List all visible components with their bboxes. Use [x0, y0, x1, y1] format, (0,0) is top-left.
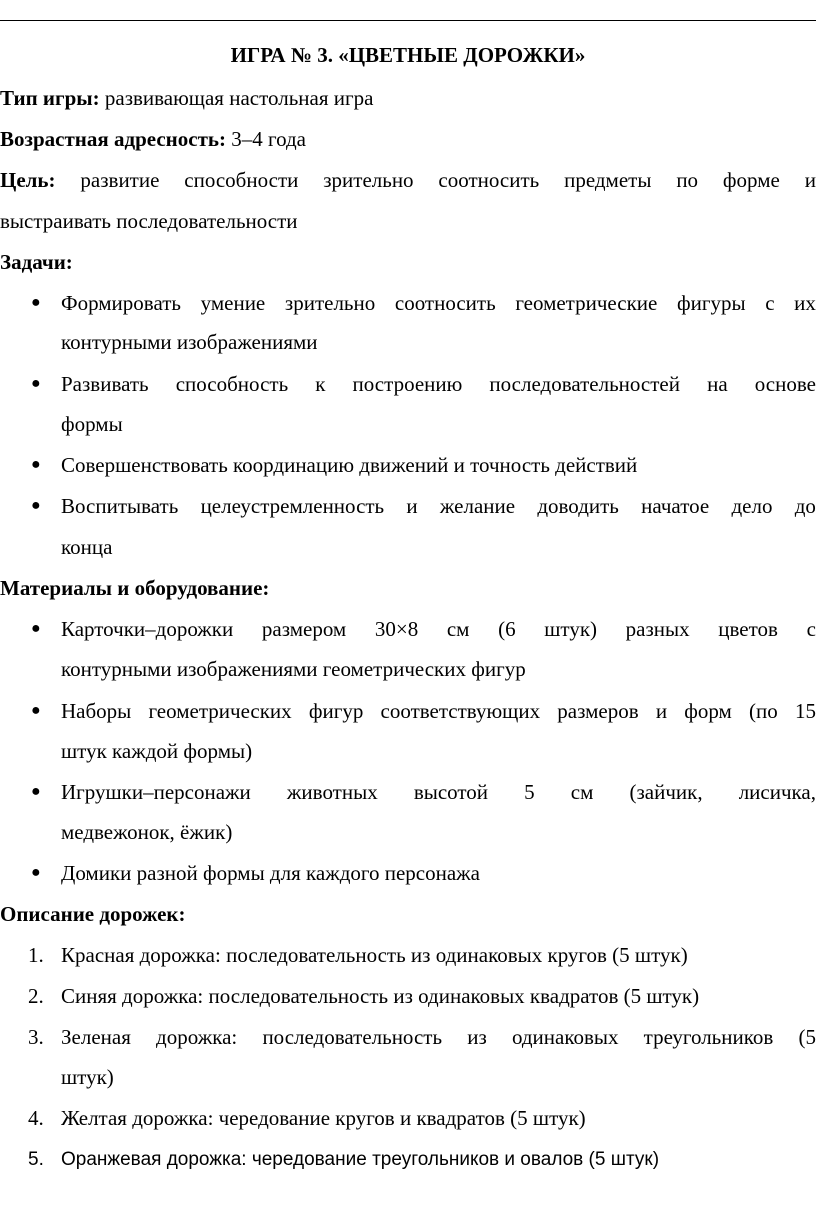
track-item-1: Красная дорожка: последовательность из одинаковых кругов (5 штук) [61, 943, 688, 967]
task-word: доводить [537, 494, 619, 518]
list-number: 3. [28, 1025, 44, 1049]
task-word: соотносить [394, 291, 496, 315]
material-word: 5 [524, 780, 535, 804]
material-item-2 [61, 698, 816, 724]
task-word: с [765, 291, 775, 315]
task-word: и [406, 494, 418, 518]
material-word: высотой [413, 780, 489, 804]
track-item-5: Оранжевая дорожка: чередование треугольников и овалов (5 штук) [61, 1149, 660, 1170]
goal-word: зрительно [323, 168, 414, 192]
task-word: их [794, 291, 816, 315]
age-line [0, 126, 306, 152]
material-word: форм [684, 699, 732, 723]
task-word: желание [439, 494, 516, 518]
material-word: 30×8 [374, 617, 419, 641]
goal-word: развитие [80, 168, 160, 192]
material-word: (по [749, 699, 778, 723]
bullet-icon: ● [31, 620, 41, 637]
task-word: Развивать [61, 372, 149, 396]
task-word: дело [731, 494, 773, 518]
material-word: 15 [794, 699, 816, 723]
goal-line [0, 167, 816, 193]
material-word: штук) [544, 617, 598, 641]
task-word: Воспитывать [61, 494, 179, 518]
bullet-icon: ● [31, 375, 41, 392]
task-word: последовательностей [489, 372, 680, 396]
material-word: размеров [557, 699, 639, 723]
goal-continuation: выстраивать последовательности [0, 209, 298, 233]
track-word: из [467, 1025, 487, 1049]
task-word: Формировать [61, 291, 181, 315]
material-word: (зайчик, [629, 780, 703, 804]
track-word: дорожка: [156, 1025, 238, 1049]
goal-word: способности [184, 168, 299, 192]
task-item-2-cont: формы [61, 412, 123, 436]
track-item-3 [61, 1024, 816, 1050]
material-word: с [806, 617, 816, 641]
material-word: лисичка, [738, 780, 816, 804]
material-word: животных [286, 780, 378, 804]
task-item-1-cont: контурными изображениями [61, 330, 318, 354]
task-word: основе [754, 372, 816, 396]
task-word: целеустремленность [200, 494, 385, 518]
task-item-4-cont: конца [61, 535, 113, 559]
material-word: геометрических [148, 699, 292, 723]
age-label: Возрастная адресность: [0, 127, 227, 151]
list-number: 2. [28, 984, 44, 1008]
material-word: Игрушки–персонажи [61, 780, 251, 804]
track-word: одинаковых [511, 1025, 619, 1049]
task-word: на [707, 372, 728, 396]
material-word: Карточки–дорожки [61, 617, 234, 641]
bullet-icon: ● [31, 294, 41, 311]
task-word: фигуры [676, 291, 746, 315]
track-word: треугольников [643, 1025, 774, 1049]
task-word: построению [352, 372, 463, 396]
material-item-3 [61, 779, 816, 805]
track-item-3-cont: штук) [61, 1065, 114, 1089]
goal-word: по [676, 168, 699, 192]
material-word: соответствующих [380, 699, 541, 723]
material-word: размером [261, 617, 347, 641]
bullet-icon: ● [31, 864, 41, 881]
age-value: 3–4 года [231, 127, 307, 151]
material-item-3-cont: медвежонок, ёжик) [61, 820, 233, 844]
tasks-heading: Задачи: [0, 250, 73, 274]
track-word: Зеленая [61, 1025, 131, 1049]
bullet-icon: ● [31, 783, 41, 800]
game-type-label: Тип игры: [0, 86, 100, 110]
track-item-4: Желтая дорожка: чередование кругов и квадратов (5 штук) [61, 1106, 586, 1130]
track-item-2: Синяя дорожка: последовательность из одинаковых квадратов (5 штук) [61, 984, 700, 1008]
task-word: до [794, 494, 816, 518]
task-item-4 [61, 493, 816, 519]
task-word: к [315, 372, 326, 396]
material-word: Наборы [61, 699, 132, 723]
material-word: (6 [498, 617, 516, 641]
bullet-icon: ● [31, 702, 41, 719]
material-word: цветов [718, 617, 778, 641]
track-word: последовательность [262, 1025, 443, 1049]
material-item-2-cont: штук каждой формы) [61, 739, 253, 763]
game-type-value: развивающая настольная игра [104, 86, 374, 110]
list-number: 5. [28, 1149, 44, 1170]
game-type-line [0, 85, 373, 111]
task-word: способность [175, 372, 289, 396]
task-word: умение [200, 291, 266, 315]
track-word: (5 [798, 1025, 816, 1049]
material-item-1-cont: контурными изображениями геометрических фигур [61, 657, 526, 681]
material-word: и [655, 699, 668, 723]
material-word: см [446, 617, 470, 641]
material-word: см [570, 780, 594, 804]
page-title: ИГРА № 3. «ЦВЕТНЫЕ ДОРОЖКИ» [230, 43, 586, 67]
list-number: 1. [28, 943, 44, 967]
material-item-1 [61, 616, 816, 642]
task-word: геометрические [515, 291, 658, 315]
tracks-heading: Описание дорожек: [0, 902, 186, 926]
task-word: начатое [641, 494, 710, 518]
task-item-3: Совершенствовать координацию движений и точность действий [61, 453, 638, 477]
goal-word: форме [722, 168, 780, 192]
bullet-icon: ● [31, 497, 41, 514]
material-word: разных [625, 617, 690, 641]
goal-word: предметы [564, 168, 652, 192]
task-item-2 [61, 371, 816, 397]
material-item-4: Домики разной формы для каждого персонажа [61, 861, 481, 885]
goal-label: Цель: [0, 168, 56, 192]
goal-word: соотносить [438, 168, 540, 192]
goal-word: и [804, 168, 816, 192]
materials-heading: Материалы и оборудование: [0, 576, 270, 600]
task-word: зрительно [284, 291, 376, 315]
bullet-icon: ● [31, 456, 41, 473]
material-word: фигур [308, 699, 364, 723]
list-number: 4. [28, 1106, 44, 1130]
task-item-1 [61, 290, 816, 316]
header-rule [0, 20, 816, 21]
